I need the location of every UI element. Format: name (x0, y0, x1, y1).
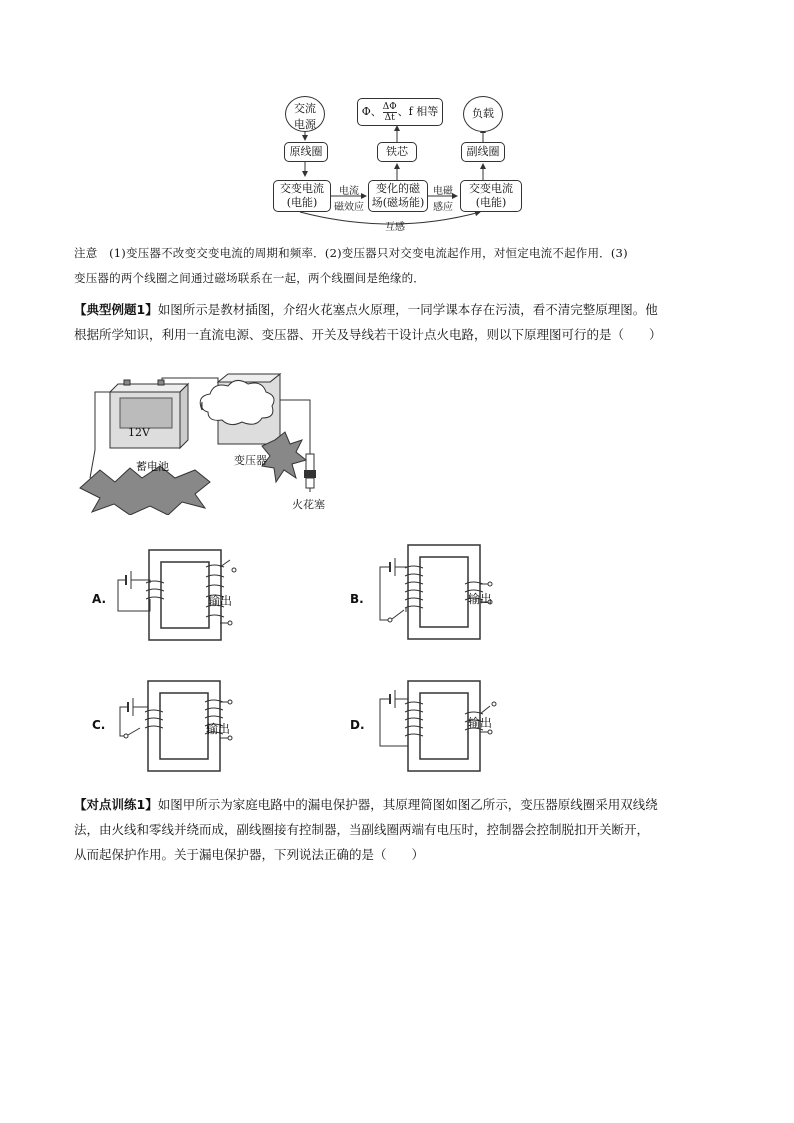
training-1-tag: 【对点训练1】 (74, 797, 158, 812)
option-d-output-label: 输出 (468, 716, 493, 730)
option-d-label[interactable]: D. (350, 718, 365, 732)
option-a-label[interactable]: A. (92, 592, 107, 606)
example-1-line-2: 根据所学知识，利用一直流电源、变压器、开关及导线若干设计点火电路，则以下原理图可行的是（ ） (74, 327, 662, 342)
training-1-line-3: 从而起保护作用。关于漏电保护器，下列说法正确的是（ ） (74, 847, 425, 862)
training-1-line-2: 法，由火线和零线并绕而成，副线圈接有控制器，当副线圈两端有电压时，控制器会控制脱扣开关断开， (74, 822, 650, 837)
note-line-2: 变压器的两个线圈之间通过磁场联系在一起，两个线圈间是绝缘的． (74, 271, 425, 285)
changing-magnetic-field-box: 变化的磁 场(磁场能) (368, 180, 428, 212)
option-c-label[interactable]: C. (92, 718, 106, 732)
example-1-line-1: 如图所示是教材插图，介绍火花塞点火原理，一同学课本存在污渍，看不清完整原理图。他 (157, 302, 658, 317)
secondary-coil-box: 副线圈 (461, 142, 505, 162)
arrow-label-magnetic-effect: 磁效应 (334, 202, 364, 213)
ignition-illustration (70, 370, 340, 515)
training-1-question (74, 792, 734, 867)
arrow-label-current: 电流 (339, 186, 359, 197)
battery-voltage-label: 12V (128, 426, 150, 439)
example-1-question (74, 297, 734, 347)
note-line-1: 注意 (1)变压器不改变交变电流的周期和频率．(2)变压器只对交变电流起作用，对恒定电流不起作用．(3) (74, 246, 628, 260)
flux-equal-box: Φ、 ΔΦ Δt 、f 相等 (357, 98, 443, 126)
mutual-induction-label: 互感 (385, 222, 405, 233)
option-b-output-label: 输出 (468, 592, 493, 606)
spark-plug-label: 火花塞 (292, 498, 325, 511)
arrow-label-induction: 感应 (433, 202, 453, 213)
ac-current-left-box: 交变电流 (电能) (273, 180, 331, 212)
battery-label: 蓄电池 (136, 460, 169, 473)
ac-current-right-box: 交变电流 (电能) (460, 180, 522, 212)
ac-source-node: 交流 电源 (285, 96, 325, 132)
option-c-output-label: 输出 (206, 722, 231, 736)
option-b-label[interactable]: B. (350, 592, 364, 606)
example-1-tag: 【典型例题1】 (74, 302, 158, 317)
option-a-output-label: 输出 (208, 594, 233, 608)
load-node: 负载 (463, 96, 503, 132)
iron-core-box: 铁芯 (377, 142, 417, 162)
arrow-label-electromagnetic: 电磁 (433, 186, 453, 197)
primary-coil-box: 原线圈 (284, 142, 328, 162)
training-1-line-1: 如图甲所示为家庭电路中的漏电保护器，其原理简图如图乙所示，变压器原线圈采用双线绕 (157, 797, 658, 812)
transformer-label: 变压器 (234, 454, 267, 467)
note-paragraph (74, 241, 734, 291)
